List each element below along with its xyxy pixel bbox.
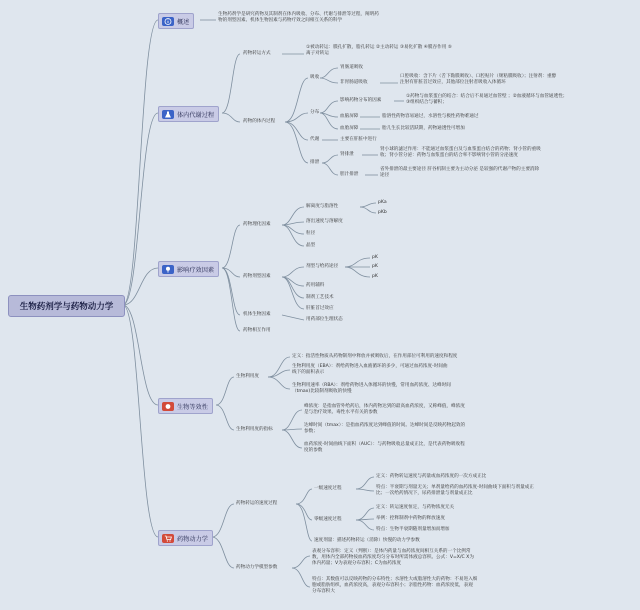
text-line: 数，用体内全部药物按血药浓度均匀分布时所需体液总容积。公式：V=X/C X为 (312, 554, 474, 560)
mark-pk-2: pK (372, 264, 378, 269)
text-line: 胞或脂肪组织，血药浓度高，表观分布容积小；亲脂性药物：血药浓度低，表观 (312, 582, 473, 588)
text-line: ③组织结合与蓄积； (406, 99, 447, 105)
node-process-tech[interactable]: 制剂工艺技术 (306, 295, 334, 300)
text-line: 口腔吸收：含下片（舌下黏膜吸收）、口腔贴片（颊粘膜吸收）；注射剂：重醇 (400, 74, 557, 79)
node-dissociation[interactable]: 解离度与脂溶性 (306, 204, 339, 209)
indicator-auc (304, 442, 465, 454)
node-gi-absorption[interactable]: 胃肠道吸收 (340, 65, 363, 70)
text-line: 生物药剂学是研究药物及其制剂在体内吸收、分布、代谢与排泄等过程，阐明药 (218, 12, 379, 17)
root-topic[interactable]: 生物药剂学与药物动力学 (8, 295, 125, 317)
text-line: 比；一次给药情况下，尿药排泄量与剂量成正比 (376, 490, 473, 496)
node-pk-parameters[interactable]: 药物动力学模型参数 (236, 565, 278, 570)
branch-label: 影响疗效因素 (177, 266, 215, 274)
text-line: 度的参数 (304, 447, 323, 453)
zero-order-features: 特点：生物半衰期随剂量增加而增加 (376, 527, 450, 532)
text-line: （tmax)比较制剂吸收的快慢 (292, 388, 352, 394)
node-placenta[interactable]: 血胎屏障 (340, 126, 359, 131)
bile-text (380, 167, 539, 179)
node-physiology[interactable]: 用药部位生理状态 (306, 317, 343, 322)
branch-pharmacokinetics[interactable] (158, 530, 213, 546)
node-route[interactable]: 剂型与给药途径 (306, 264, 339, 269)
bbb-text: 脂溶性药物容易通过，水溶性与极性药物难通过 (382, 114, 479, 119)
text-line: 省外排泄的最主要途径 肝谷机制主要为主动分泌 是较强的代谢产物的主要消除 (380, 167, 540, 172)
node-dosage-form[interactable]: 药物剂型因素 (243, 274, 271, 279)
text-line: 物的剂型因素、机体生物因素与药物疗效之间相互关系的科学 (218, 17, 343, 23)
first-order-definition: 定义：药物转运速度与药量或血药浓度的一次方成正比 (376, 474, 487, 479)
node-bile-excretion[interactable]: 胆汁排泄 (340, 172, 359, 177)
text-line: 离子对转运 (306, 50, 329, 56)
mark-pk-3: pK (372, 274, 378, 279)
branch-label: 概述 (177, 18, 190, 26)
branch-label: 药物动力学 (177, 535, 208, 543)
node-distribution[interactable]: 分布 (310, 110, 320, 115)
node-particle-size[interactable]: 粒径 (306, 231, 316, 236)
absorption-detail (400, 74, 556, 86)
indicator-tmax (304, 423, 465, 435)
text-line: 特点：半衰期与剂量无关；单剂量给药的血药浓度-时间曲线下面积与剂量成正 (376, 485, 534, 490)
node-first-order[interactable]: 一级速度过程 (314, 486, 342, 491)
text-line: 峰浓度：是指血管外给药后，体内药物达到的最高血药浓度，又称峰值，峰浓度 (304, 404, 465, 409)
metabolism-text: 主要在肝脏中进行 (340, 137, 377, 142)
text-line: 肾小球的滤过作用：不能通过血浆蛋白及与血浆蛋白结合的药物；肾小管的重吸 (380, 147, 541, 152)
node-bbb[interactable]: 血脑屏障 (340, 114, 359, 119)
node-excretion[interactable]: 排泄 (310, 160, 320, 165)
distribution-factors-text (406, 94, 567, 106)
node-biological[interactable]: 机体生物因素 (243, 312, 271, 317)
vd-features (312, 577, 477, 594)
mark-pkb: pKb (378, 210, 387, 215)
text-line: 达峰时间（tmax）：是指血药浓度达到峰值的时间。达峰时间是反映药物起效的 (304, 423, 466, 428)
mark-pka: pKa (378, 200, 387, 205)
overview-text (218, 12, 379, 24)
node-physchem[interactable]: 药物理化因素 (243, 222, 271, 227)
branch-label: 体内代谢过程 (177, 111, 215, 119)
branch-in-vivo-process[interactable] (158, 106, 219, 122)
text-line: 分布容积大 (312, 588, 335, 594)
node-dissolution[interactable]: 溶出速度与溶解度 (306, 219, 343, 224)
text-line: 线下的面积表示 (292, 369, 325, 375)
badge-icon (162, 402, 174, 411)
node-bioavailability-indicators[interactable]: 生物利用度的指标 (236, 427, 273, 432)
text-line: ①被动转运：膜孔扩散，脂孔转运 ②主动转运 ③易化扩散 ④膜吞作用 ⑤ (306, 45, 452, 50)
node-bioavailability[interactable]: 生物利用度 (236, 374, 259, 379)
zero-order-definition: 定义：转运速度恒定，与药物浓度无关 (376, 505, 455, 510)
text-line: 是与治疗效果、毒性水平有关的参数 (304, 409, 378, 415)
flask-icon (162, 110, 174, 119)
node-first-pass[interactable]: 肝脏首过效应 (306, 306, 334, 311)
node-crystal-form[interactable]: 晶型 (306, 243, 316, 248)
branch-bioequivalence[interactable] (158, 398, 213, 414)
text-line: 特点：其数值可以反映药物的分布特性；水溶性大或脂溶性大的药物：不易进入细 (312, 577, 478, 582)
node-excipients[interactable]: 药用辅料 (306, 283, 325, 288)
node-renal-excretion[interactable]: 肾排泄 (340, 152, 354, 157)
renal-text (380, 147, 541, 159)
text-line: 途径 (380, 172, 390, 178)
node-distribution-factors[interactable]: 影响药物分布的因素 (340, 98, 382, 103)
bioavailability-rate (292, 383, 451, 395)
branch-efficacy-factors[interactable] (158, 261, 219, 277)
text-line: 生物利用度（EBA）：剂给药物进入血液循环的多少，可通过血药浓度-时间曲 (292, 364, 448, 369)
branch-label: 生物等效性 (177, 403, 208, 411)
mark-pk-1: pK (372, 255, 378, 260)
indicator-peak (304, 404, 465, 416)
node-metabolism[interactable]: 代谢 (310, 137, 320, 142)
node-in-vivo[interactable]: 药物的体内过程 (243, 119, 276, 124)
bioavailability-extent (292, 364, 448, 376)
cart-icon (162, 534, 174, 543)
text-line: 表观分布容积：定义（判断）：是体内药量与血药浓度间相互关系的一个比例常 (312, 549, 471, 554)
text-line: 注射有肝脏首过效应，其他部位注射者吸收入体循环 (400, 79, 506, 85)
text-line: 生物利用速率（RBA）：剂给药物进入体循环的快慢，常用血药浓度、达峰时间 (292, 383, 451, 388)
vd-text (312, 549, 474, 566)
zero-order-example: 举例：控释制剂中药物的释放速度 (376, 516, 445, 521)
node-interaction[interactable]: 药物相互作用 (243, 328, 271, 333)
info-icon (162, 17, 174, 26)
transport-text (306, 45, 452, 57)
text-line: ①药物与血浆蛋白的结合：结合后不易通过血管壁 ；②血液循环与血管通透性； (406, 94, 568, 99)
text-line: 参数； (304, 428, 318, 434)
node-transport[interactable]: 药物转运方式 (243, 51, 271, 56)
node-transport-rate[interactable]: 药物转运的速度过程 (236, 501, 278, 506)
text-line: 体内药量；V为表观分布容积；C为血药浓度 (312, 560, 402, 566)
bioavailability-definition: 定义：指活性物质从药物制剂中释放并被吸收后，在作用部位可利用的速度和程度 (292, 354, 458, 359)
placenta-text: 胎儿生长比较活跃期，药物通透性可增加 (382, 126, 465, 131)
text-line: 收；肾小管分泌：药物与血浆蛋白的结合率不影响肾小管的分泌速度 (380, 152, 518, 158)
node-absorption[interactable]: 吸收 (310, 75, 320, 80)
text-line: 血药浓度-时间曲线下面积（AUC）：与药物吸收总量成正比，是代表药物吸收程 (304, 442, 465, 447)
node-non-gi-absorption[interactable]: 非胃肠道吸收 (340, 80, 368, 85)
pin-icon (162, 265, 174, 274)
branch-overview[interactable] (158, 13, 194, 29)
node-zero-order[interactable]: 零级速度过程 (314, 517, 342, 522)
node-rate-constant[interactable]: 速度剂量：描述药物转运（消除）快慢的动力学参数 (314, 538, 420, 543)
first-order-features (376, 485, 534, 497)
